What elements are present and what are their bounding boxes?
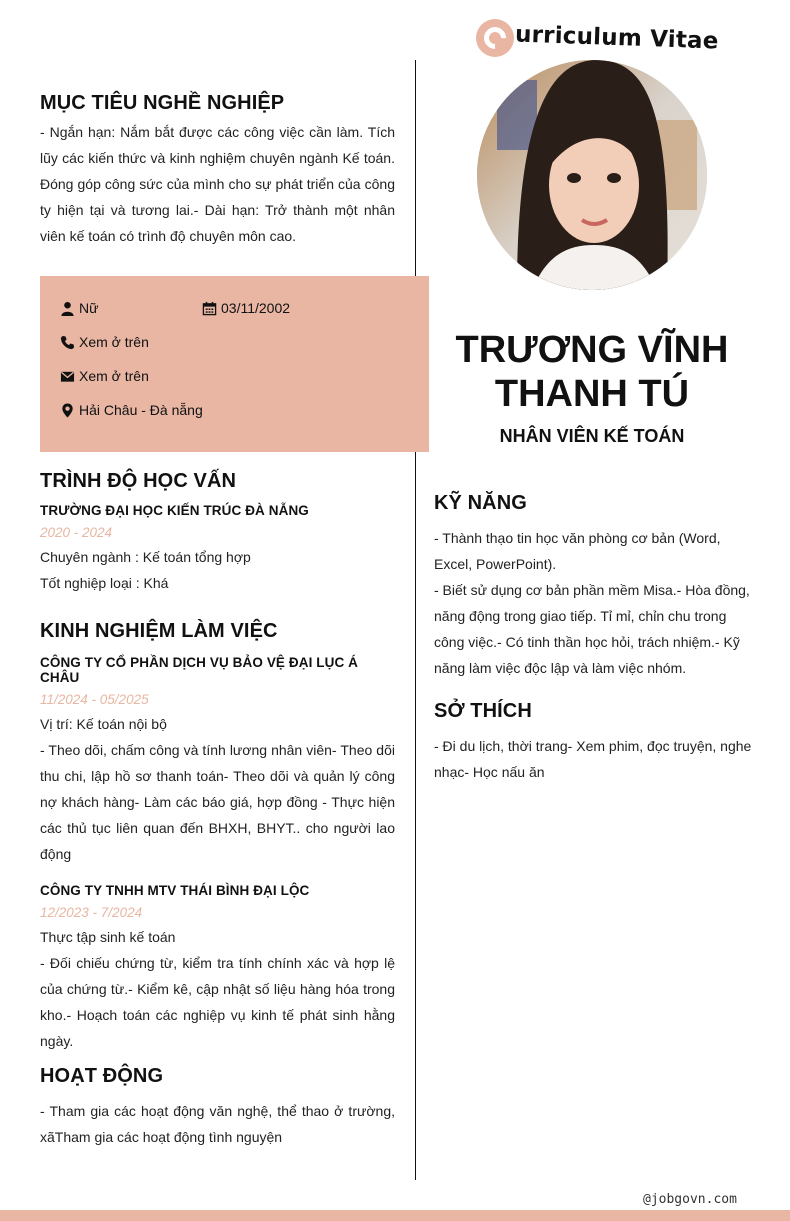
phone-item bbox=[60, 334, 149, 350]
hobbies-section bbox=[434, 700, 754, 785]
column-divider bbox=[415, 60, 416, 1180]
experience-title: KINH NGHIỆM LÀM VIỆC bbox=[40, 620, 278, 642]
candidate-name bbox=[432, 328, 752, 416]
footer-bar bbox=[0, 1210, 790, 1221]
watermark-text: @jobgovn.com bbox=[643, 1192, 737, 1207]
gender-item bbox=[60, 300, 98, 316]
phone-icon bbox=[60, 335, 75, 350]
experience-section bbox=[40, 620, 395, 1054]
profile-photo bbox=[477, 60, 707, 290]
job-entry bbox=[40, 883, 395, 1054]
email-value: Xem ở trên bbox=[79, 368, 149, 384]
phone-value: Xem ở trên bbox=[79, 334, 149, 350]
education-section bbox=[40, 470, 400, 596]
address-value: Hải Châu - Đà nẵng bbox=[79, 402, 203, 418]
school-name: TRƯỜNG ĐẠI HỌC KIẾN TRÚC ĐÀ NẴNG bbox=[40, 503, 309, 518]
gender-value: Nữ bbox=[79, 300, 99, 316]
person-icon bbox=[60, 301, 75, 316]
name-line-2: THANH TÚ bbox=[494, 373, 690, 415]
cv-logo bbox=[476, 18, 719, 58]
job-position: Thực tập sinh kế toán bbox=[40, 929, 176, 945]
address-item bbox=[60, 402, 203, 418]
name-line-1: TRƯƠNG VĨNH bbox=[455, 329, 729, 371]
hobbies-text: - Đi du lịch, thời trang- Xem phim, đọc truyện, nghe nhạc- Học nấu ăn bbox=[434, 738, 752, 780]
logo-c-icon bbox=[476, 19, 514, 57]
objective-section bbox=[40, 92, 395, 249]
personal-info-box bbox=[40, 276, 429, 452]
birthday-value: 03/11/2002 bbox=[221, 300, 291, 316]
logo-text: urriculum Vitae bbox=[514, 21, 719, 55]
activity-section bbox=[40, 1065, 395, 1150]
candidate-role: NHÂN VIÊN KẾ TOÁN bbox=[499, 426, 685, 446]
location-icon bbox=[60, 403, 75, 418]
email-item bbox=[60, 368, 149, 384]
job-position: Vị trí: Kế toán nội bộ bbox=[40, 716, 167, 732]
hobbies-title: SỞ THÍCH bbox=[434, 700, 532, 722]
portrait-image bbox=[477, 60, 707, 290]
job-period: 12/2023 - 7/2024 bbox=[40, 905, 143, 920]
education-title: TRÌNH ĐỘ HỌC VẤN bbox=[40, 470, 237, 492]
skills-line-1: - Thành thạo tin học văn phòng cơ bản (Word, Excel, PowerPoint). bbox=[434, 530, 721, 572]
calendar-icon bbox=[202, 301, 217, 316]
activity-title: HOẠT ĐỘNG bbox=[40, 1065, 164, 1087]
job-company: CÔNG TY CỔ PHẦN DỊCH VỤ BẢO VỆ ĐẠI LỤC Á CHÂU bbox=[40, 655, 359, 685]
education-major: Chuyên ngành : Kế toán tổng hợp bbox=[40, 549, 251, 565]
objective-title: MỤC TIÊU NGHỀ NGHIỆP bbox=[40, 92, 285, 114]
job-description: - Theo dõi, chấm công và tính lương nhân viên- Theo dõi thu chi, lập hồ sơ thanh toán- Theo dõi và quản lý công nợ khách hàng- Làm các báo giá, hợp đồng - Thực hiện các thủ tục liên quan đến BHXH, BHYT.. cho người lao động bbox=[40, 742, 395, 862]
activity-text: - Tham gia các hoạt động văn nghệ, thể thao ở trường, xãTham gia các hoạt động tình nguyện bbox=[40, 1103, 395, 1145]
objective-text: - Ngắn hạn: Nắm bắt được các công việc cần làm. Tích lũy các kiến thức và kinh nghiệm chuyên ngành Kế toán. Đóng góp công sức của mình cho sự phát triển của công ty hiện tại và tương lai.- Dài hạn: Trở thành một nhân viên kế toán có trình độ chuyên môn cao. bbox=[40, 124, 395, 244]
skills-title: KỸ NĂNG bbox=[434, 492, 527, 514]
education-grade: Tốt nghiệp loại : Khá bbox=[40, 575, 169, 591]
job-period: 11/2024 - 05/2025 bbox=[40, 692, 149, 707]
education-period: 2020 - 2024 bbox=[40, 525, 113, 540]
birthday-item bbox=[202, 300, 290, 316]
mail-icon bbox=[60, 369, 75, 384]
job-description: - Đối chiếu chứng từ, kiểm tra tính chính xác và hợp lệ của chứng từ.- Kiểm kê, cập nhật số liệu hàng hóa trong kho.- Hoạch toán các nghiệp vụ kinh tế phát sinh hằng ngày. bbox=[40, 955, 395, 1049]
skills-line-2: - Biết sử dụng cơ bản phần mềm Misa.- Hòa đồng, năng động trong giao tiếp. Tỉ mỉ, chỉn chu trong công việc.- Có tinh thần học hỏi, trách nhiệm.- Kỹ năng làm việc độc lập và làm việc nhóm. bbox=[434, 582, 750, 676]
job-entry bbox=[40, 655, 395, 867]
skills-section bbox=[434, 492, 754, 681]
job-company: CÔNG TY TNHH MTV THÁI BÌNH ĐẠI LỘC bbox=[40, 883, 310, 898]
